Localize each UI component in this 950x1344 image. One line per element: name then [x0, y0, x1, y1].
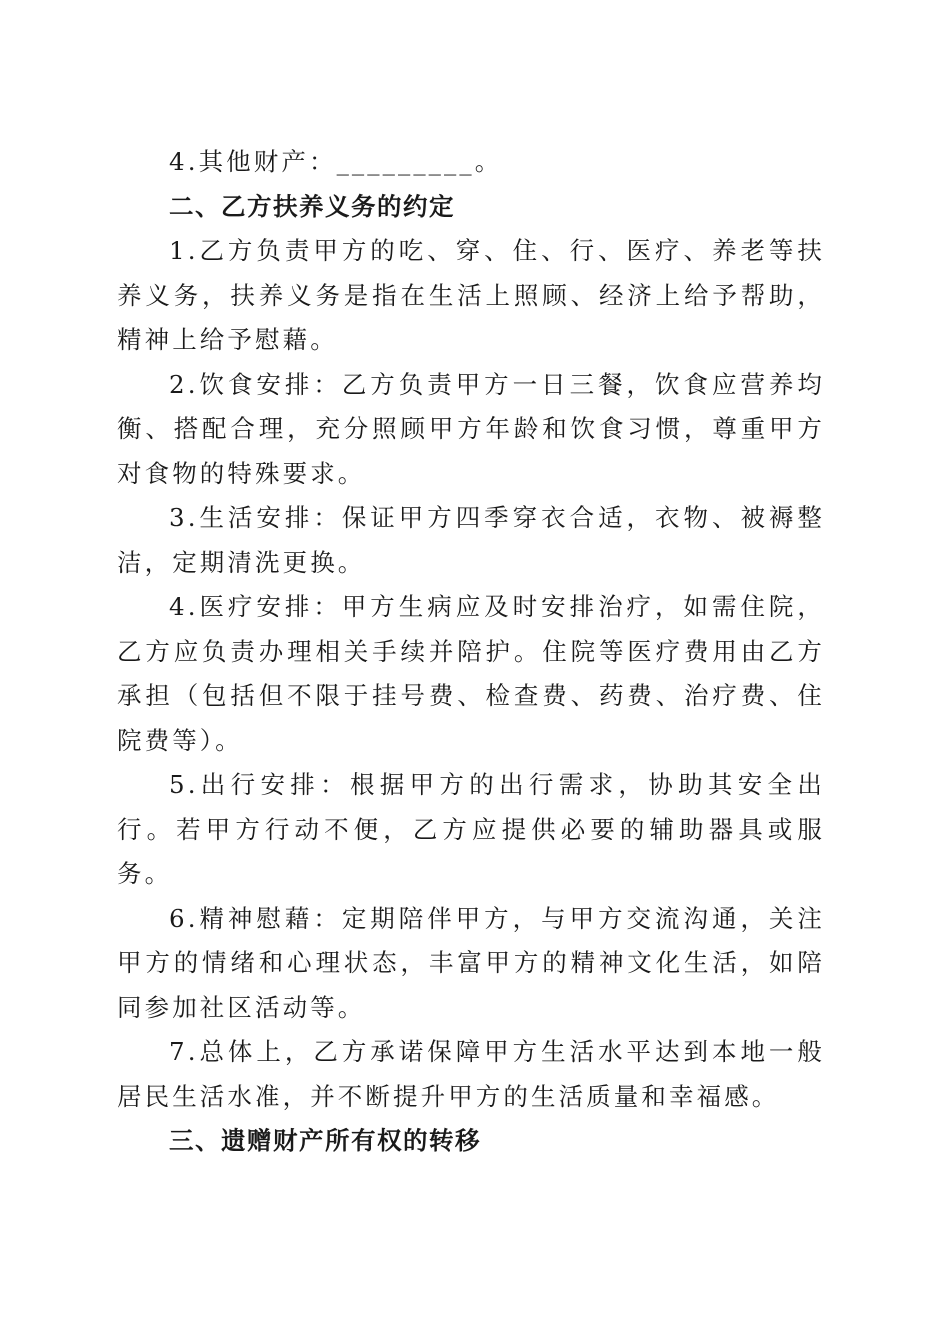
- section-heading-support-obligations: 二、乙方扶养义务的约定: [169, 191, 455, 221]
- clause-overall-commitment: 7.总体上，乙方承诺保障甲方生活水平达到本地一般居民生活水准，并不断提升甲方的生活质量和幸福感。: [117, 1037, 825, 1111]
- clause-living-arrangement: 3.生活安排：保证甲方四季穿衣合适，衣物、被褥整洁，定期清洗更换。: [117, 503, 825, 577]
- clause-emotional-support: 6.精神慰藉：定期陪伴甲方，与甲方交流沟通，关注甲方的情绪和心理状态，丰富甲方的精神文化生活，如陪同参加社区活动等。: [117, 903, 825, 1022]
- clause-medical-arrangement: 4.医疗安排：甲方生病应及时安排治疗，如需住院，乙方应负责办理相关手续并陪护。住院等医疗费用由乙方承担（包括但不限于挂号费、检查费、药费、治疗费、住院费等）。: [117, 592, 825, 755]
- section-heading-ownership-transfer: 三、遗赠财产所有权的转移: [169, 1126, 481, 1155]
- clause-diet-arrangement: 2.饮食安排：乙方负责甲方一日三餐，饮食应营养均衡、搭配合理，充分照顾甲方年龄和饮食习惯，尊重甲方对食物的特殊要求。: [117, 369, 825, 488]
- clause-other-property: 4.其他财产：_________。: [169, 147, 503, 176]
- clause-travel-arrangement: 5.出行安排：根据甲方的出行需求，协助其安全出行。若甲方行动不便，乙方应提供必要的辅助器具或服务。: [117, 770, 825, 888]
- clause-support-scope: 1.乙方负责甲方的吃、穿、住、行、医疗、养老等扶养义务，扶养义务是指在生活上照顾、经济上给予帮助，精神上给予慰藉。: [117, 236, 825, 354]
- document-body: [117, 140, 825, 1164]
